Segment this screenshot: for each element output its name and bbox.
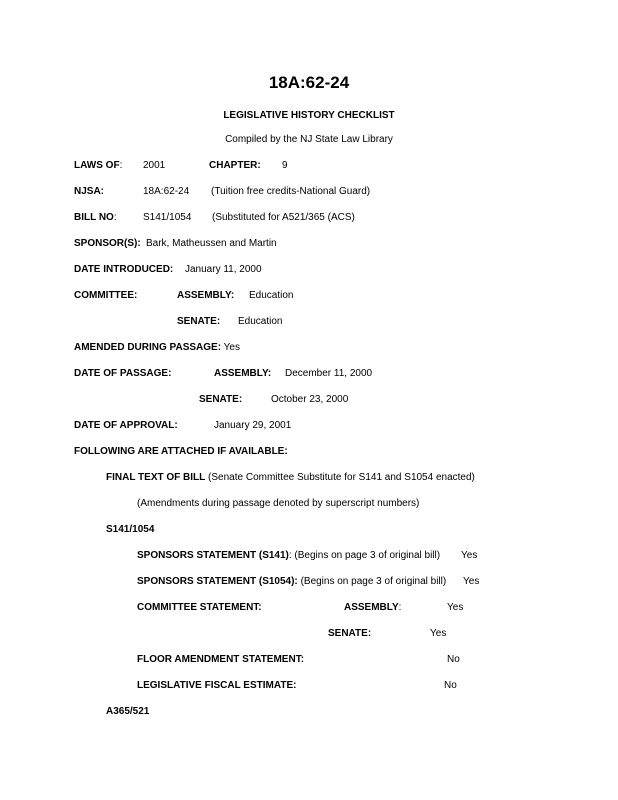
- fiscal-estimate-value: No: [444, 680, 457, 691]
- committee-statement-assembly-value: Yes: [447, 602, 464, 613]
- committee-statement-senate-label: SENATE:: [328, 628, 372, 639]
- committee-label: COMMITTEE:: [74, 290, 138, 301]
- committee-assembly-value: Education: [249, 290, 294, 301]
- section-s141-heading: S141/1054: [106, 524, 155, 535]
- chapter-value: 9: [282, 160, 288, 171]
- checklist-title: LEGISLATIVE HISTORY CHECKLIST: [223, 110, 395, 121]
- date-introduced-value: January 11, 2000: [185, 264, 262, 275]
- bill-no-value: S141/1054: [143, 212, 192, 223]
- date-of-passage-label: DATE OF PASSAGE:: [74, 368, 172, 379]
- passage-senate-value: October 23, 2000: [271, 394, 349, 405]
- chapter-label: CHAPTER:: [209, 160, 261, 171]
- njsa-value: 18A:62-24: [143, 186, 190, 197]
- date-of-approval-value: January 29, 2001: [214, 420, 292, 431]
- sponsors-value: Bark, Matheussen and Martin: [146, 238, 277, 249]
- floor-amendment-label: FLOOR AMENDMENT STATEMENT:: [137, 654, 305, 665]
- statute-title: 18A:62-24: [268, 73, 350, 92]
- committee-statement-label: COMMITTEE STATEMENT:: [137, 602, 262, 613]
- committee-senate-value: Education: [238, 316, 283, 327]
- committee-senate-label: SENATE:: [177, 316, 221, 327]
- final-text-of-bill: FINAL TEXT OF BILL (Senate Committee Substitute for S141 and S1054 enacted): [106, 472, 475, 483]
- compiled-by: Compiled by the NJ State Law Library: [225, 134, 393, 145]
- committee-statement-senate-value: Yes: [430, 628, 447, 639]
- date-introduced-label: DATE INTRODUCED:: [74, 264, 174, 275]
- sponsors-statement-s1054: SPONSORS STATEMENT (S1054): (Begins on page 3 of original bill): [137, 576, 447, 587]
- bill-no-note: (Substituted for A521/365 (ACS): [212, 212, 355, 223]
- sponsors-statement-s1054-value: Yes: [463, 576, 480, 587]
- njsa-label: NJSA:: [74, 186, 105, 197]
- section-a365-heading: A365/521: [106, 706, 150, 717]
- bill-no-label: BILL NO:: [74, 212, 117, 223]
- fiscal-estimate-label: LEGISLATIVE FISCAL ESTIMATE:: [137, 680, 297, 691]
- committee-statement-assembly-label: ASSEMBLY:: [344, 602, 402, 613]
- njsa-note: (Tuition free credits-National Guard): [211, 186, 371, 197]
- passage-assembly-label: ASSEMBLY:: [214, 368, 272, 379]
- sponsors-label: SPONSOR(S):: [74, 238, 141, 249]
- sponsors-statement-s141-value: Yes: [461, 550, 478, 561]
- sponsors-statement-s141: SPONSORS STATEMENT (S141): (Begins on page 3 of original bill): [137, 550, 441, 561]
- amendments-note: (Amendments during passage denoted by superscript numbers): [137, 498, 420, 509]
- following-attached-heading: FOLLOWING ARE ATTACHED IF AVAILABLE:: [74, 446, 288, 457]
- laws-of-label: LAWS OF:: [74, 160, 123, 171]
- laws-of-value: 2001: [143, 160, 166, 171]
- passage-assembly-value: December 11, 2000: [285, 368, 373, 379]
- committee-assembly-label: ASSEMBLY:: [177, 290, 235, 301]
- amended-during-passage: AMENDED DURING PASSAGE: Yes: [74, 342, 240, 353]
- passage-senate-label: SENATE:: [199, 394, 243, 405]
- date-of-approval-label: DATE OF APPROVAL:: [74, 420, 178, 431]
- floor-amendment-value: No: [447, 654, 460, 665]
